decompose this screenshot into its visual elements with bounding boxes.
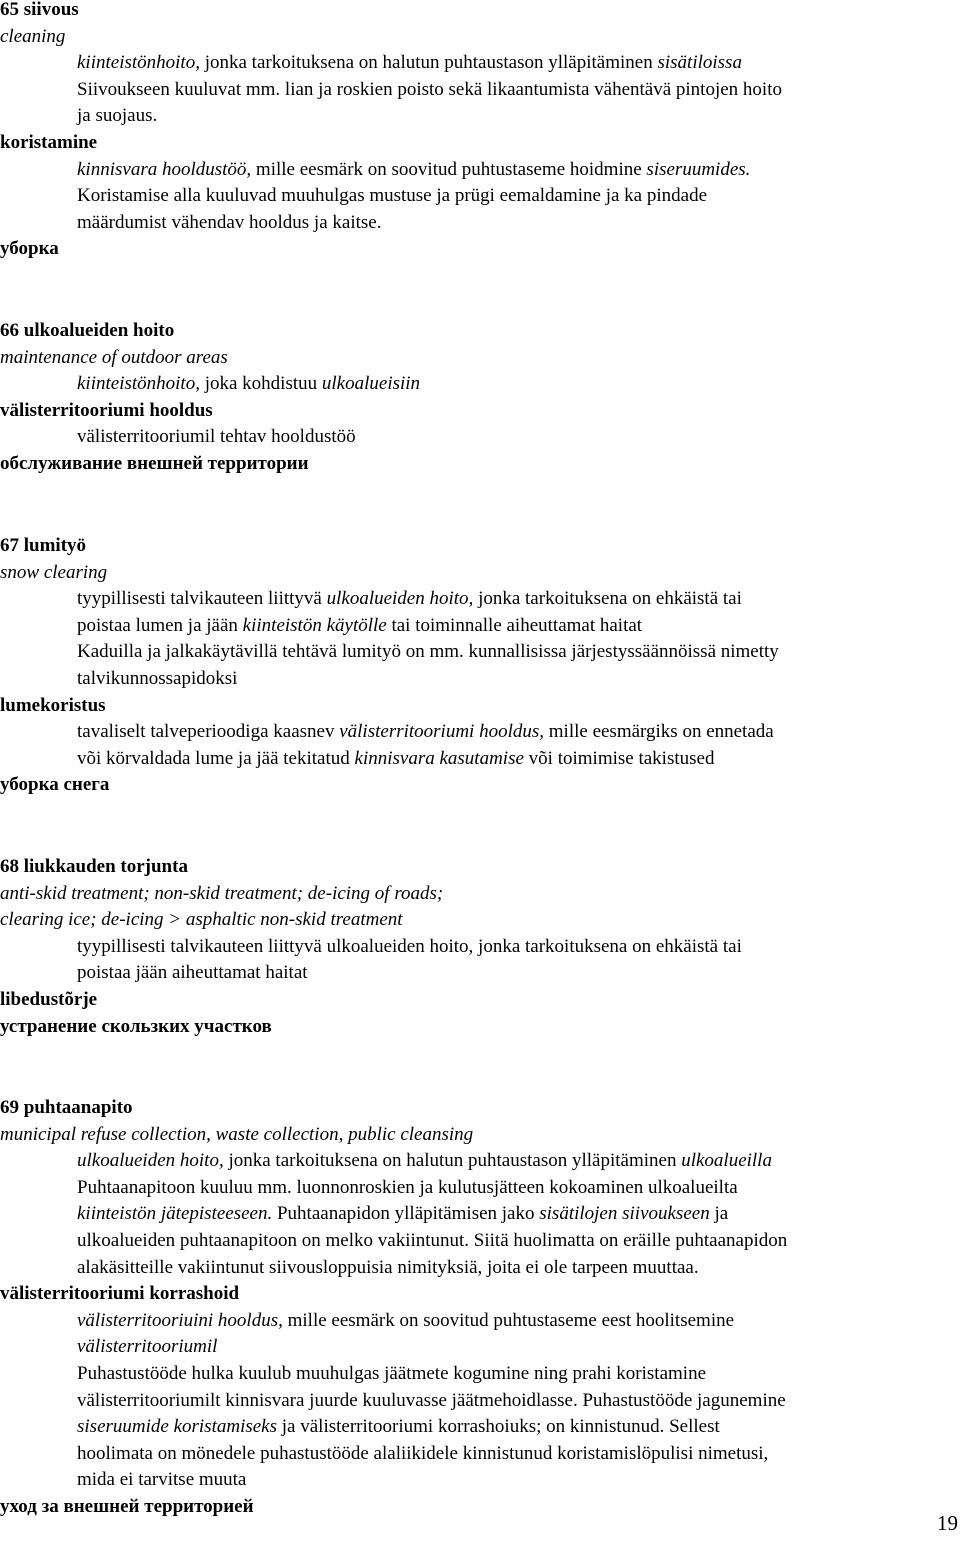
- finnish-definition-line: [77, 1228, 787, 1254]
- definition-segment: Siivoukseen kuuluvat mm. lian ja roskien poisto sekä likaantumista vähentävä pintojen hoito: [77, 78, 782, 100]
- definition-segment: Koristamise alla kuuluvad muuhulgas mustuse ja prügi eemaldamine ja ka pindade: [77, 185, 708, 207]
- estonian-definition-line: [77, 424, 356, 450]
- definition-segment: talvikunnossapidoksi: [77, 668, 238, 689]
- definition-segment: ja: [709, 1203, 729, 1225]
- definition-segment: jonka tarkoituksena on halutun puhtaustason ylläpitäminen: [223, 1150, 682, 1172]
- definition-segment: välisterritooriumil tehtav hooldustöö: [77, 426, 356, 448]
- definition-segment: kiinteistön käytölle: [242, 614, 387, 636]
- definition-segment: ulkoalueilla: [681, 1150, 772, 1172]
- definition-segment: poistaa lumen ja jään: [77, 614, 243, 636]
- definition-segment: siseruumides.: [646, 158, 751, 180]
- english-term: snow clearing: [0, 561, 108, 583]
- definition-segment: tavaliselt talveperioodiga kaasnev: [77, 721, 340, 743]
- definition-segment: mille eesmärk on soovitud puhtustaseme eest hoolitsemine: [282, 1309, 735, 1331]
- definition-segment: mida ei tarvitse muuta: [77, 1469, 247, 1491]
- definition-segment: mille eesmärgiks on ennetada: [544, 721, 774, 743]
- definition-segment: kinnisvara hooldustöö,: [77, 158, 252, 180]
- finnish-definition-line: [77, 50, 742, 76]
- definition-segment: kiinteistönhoito,: [77, 373, 200, 395]
- estonian-definition-line: [77, 1308, 734, 1334]
- definition-segment: tyypillisesti talvikauteen liittyvä: [77, 588, 327, 610]
- definition-segment: jonka tarkoituksena on ehkäistä tai: [473, 588, 742, 610]
- english-term: maintenance of outdoor areas: [0, 346, 228, 368]
- definition-segment: Kaduilla ja jalkakäytävillä tehtävä lumityö on mm. kunnallisissa järjestyssäännöissä nimetty: [77, 641, 779, 663]
- estonian-definition-line: [77, 210, 381, 236]
- definition-segment: sisätilojen siivoukseen: [539, 1203, 710, 1225]
- definition-segment: ulkoalueisiin: [321, 373, 421, 395]
- definition-segment: tai toiminnalle aiheuttamat haitat: [386, 614, 643, 636]
- definition-segment: kinnisvara kasutamise: [354, 747, 524, 769]
- definition-segment: jonka tarkoituksena on halutun puhtaustason ylläpitäminen: [199, 52, 658, 74]
- entry-heading: 65 siivous: [0, 0, 79, 20]
- definition-segment: välisterritooriumilt kinnisvara juurde kuuluvasse jäätmehoidlasse. Puhastustööde jagunemine: [77, 1389, 786, 1411]
- finnish-definition-line: [77, 934, 742, 960]
- estonian-definition-line: [77, 1388, 786, 1414]
- russian-term: уборка снега: [0, 774, 110, 796]
- entry-heading: 67 lumityö: [0, 535, 87, 556]
- estonian-definition-line: [77, 157, 750, 183]
- english-term: clearing ice; de-icing > asphaltic non-skid treatment: [0, 909, 403, 931]
- definition-segment: või toimimise takistused: [523, 747, 715, 769]
- estonian-definition-line: [77, 183, 707, 209]
- estonian-term: välisterritooriumi hooldus: [0, 399, 213, 421]
- russian-term: обслуживание внешней территории: [0, 453, 309, 474]
- estonian-term: välisterritooriumi korrashoid: [0, 1283, 240, 1305]
- finnish-definition-line: [77, 1201, 728, 1227]
- finnish-definition-line: [77, 371, 420, 397]
- definition-segment: ja välisterritooriumi korrashoiuks; on kinnistunud. Sellest: [277, 1416, 720, 1438]
- estonian-term: libedustõrje: [0, 989, 98, 1010]
- definition-segment: kiinteistönhoito,: [77, 52, 200, 74]
- entry-heading: 68 liukkauden torjunta: [0, 856, 188, 877]
- definition-segment: ja suojaus.: [77, 105, 158, 127]
- estonian-term: lumekoristus: [0, 694, 106, 716]
- russian-term: устранение скользких участков: [0, 1015, 272, 1037]
- finnish-definition-line: [77, 103, 157, 129]
- definition-segment: Puhtaanapidon ylläpitämisen jako: [272, 1203, 540, 1225]
- page-number: 19: [937, 1511, 958, 1535]
- russian-term: уборка: [0, 238, 59, 260]
- definition-segment: poistaa jään aiheuttamat haitat: [77, 962, 308, 984]
- finnish-definition-line: [77, 586, 742, 612]
- estonian-definition-line: [77, 719, 774, 745]
- entry-heading: 69 puhtaanapito: [0, 1097, 133, 1118]
- finnish-definition-line: [77, 960, 308, 986]
- finnish-definition-line: [77, 1148, 772, 1174]
- finnish-definition-line: [77, 1175, 738, 1201]
- definition-segment: alakäsitteille vakiintunut siivousloppuisia nimityksiä, joita ei ole tarpeen muuttaa.: [77, 1256, 699, 1278]
- definition-segment: kiinteistön jätepisteeseen.: [77, 1203, 273, 1225]
- estonian-definition-line: [77, 1467, 246, 1493]
- finnish-definition-line: [77, 1255, 699, 1281]
- definition-segment: tyypillisesti talvikauteen liittyvä ulkoalueiden hoito, jonka tarkoituksena on ehkäistä tai: [77, 935, 742, 957]
- english-term: municipal refuse collection, waste collection, public cleansing: [0, 1123, 474, 1145]
- estonian-term: koristamine: [0, 132, 98, 153]
- estonian-definition-line: [77, 746, 714, 772]
- definition-segment: välisterritooriumil: [77, 1336, 218, 1358]
- estonian-definition-line: [77, 1334, 217, 1360]
- estonian-definition-line: [77, 1361, 706, 1387]
- definition-segment: Puhtaanapitoon kuuluu mm. luonnonroskien ja kulutusjätteen kokoaminen ulkoalueilta: [77, 1176, 738, 1198]
- finnish-definition-line: [77, 613, 642, 639]
- definition-segment: või körvaldada lume ja jää tekitatud: [77, 747, 355, 769]
- russian-term: уход за внешней территорией: [0, 1496, 254, 1517]
- definition-segment: määrdumist vähendav hooldus ja kaitse.: [77, 211, 382, 233]
- definition-segment: sisätiloissa: [657, 52, 742, 74]
- finnish-definition-line: [77, 666, 237, 692]
- definition-segment: mille eesmärk on soovitud puhtustaseme hoidmine: [251, 158, 647, 180]
- definition-segment: hoolimata on mönedele puhastustööde alaliikidele kinnistunud koristamislöpulisi nimetusi,: [77, 1442, 769, 1464]
- definition-segment: välisterritooriuini hooldus,: [77, 1309, 283, 1331]
- definition-segment: ulkoalueiden puhtaanapitoon on melko vakiintunut. Siitä huolimatta on eräille puhtaanapidon: [77, 1230, 788, 1251]
- definition-segment: Puhastustööde hulka kuulub muuhulgas jäätmete kogumine ning prahi koristamine: [77, 1363, 707, 1384]
- definition-segment: joka kohdistuu: [199, 373, 322, 395]
- definition-segment: ulkoalueiden hoito,: [326, 588, 474, 610]
- estonian-definition-line: [77, 1414, 720, 1440]
- definition-segment: ulkoalueiden hoito,: [77, 1150, 224, 1172]
- finnish-definition-line: [77, 639, 779, 665]
- entry-heading: 66 ulkoalueiden hoito: [0, 320, 175, 341]
- finnish-definition-line: [77, 77, 782, 103]
- english-term: anti-skid treatment; non-skid treatment; de-icing of roads;: [0, 882, 444, 904]
- definition-segment: siseruumide koristamiseks: [77, 1416, 278, 1438]
- definition-segment: välisterritooriumi hooldus,: [339, 721, 545, 743]
- estonian-definition-line: [77, 1441, 768, 1467]
- english-term: cleaning: [0, 25, 66, 47]
